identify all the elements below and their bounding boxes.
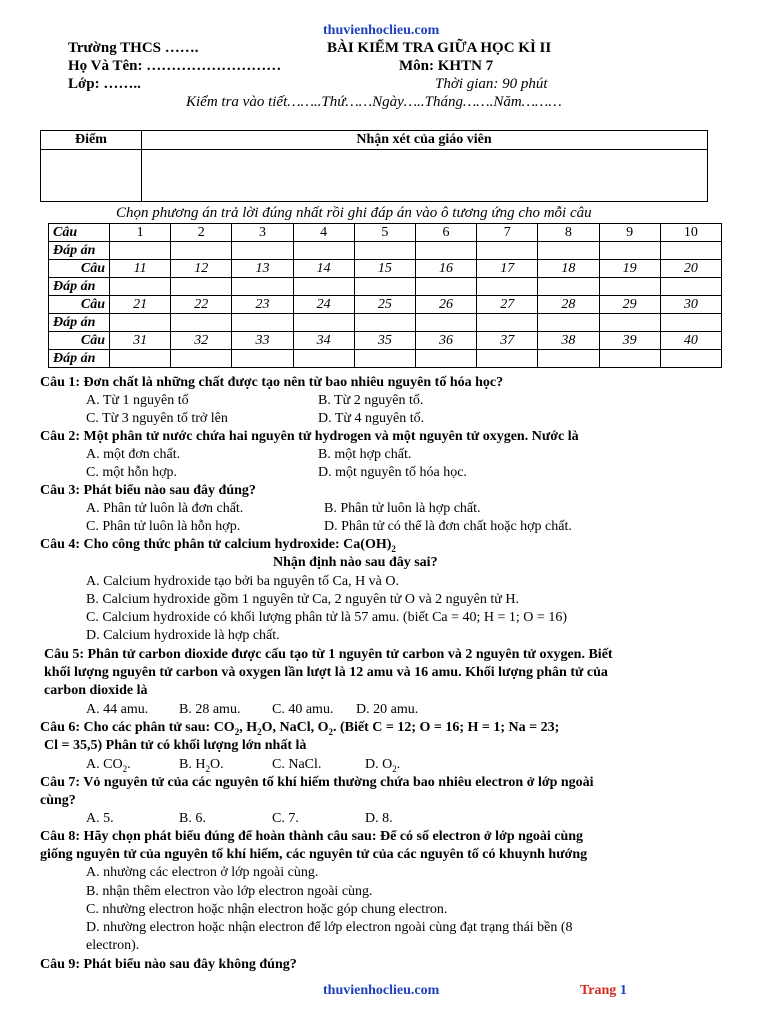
grid-answer-row bbox=[49, 242, 722, 260]
grid-question-label: Câu bbox=[49, 296, 110, 314]
grid-answer-cell[interactable] bbox=[171, 350, 232, 368]
page-indicator bbox=[580, 983, 627, 999]
q4-option-a: A. Calcium hydroxide tạo bởi ba nguyên tố Ca, H và O. bbox=[86, 574, 400, 589]
grid-question-number: 8 bbox=[538, 224, 599, 242]
q6-option-a bbox=[86, 757, 131, 774]
grid-answer-cell[interactable] bbox=[415, 350, 476, 368]
q5-option-a: A. 44 amu. bbox=[86, 702, 149, 717]
grid-answer-cell[interactable] bbox=[538, 314, 599, 332]
grid-question-number: 31 bbox=[110, 332, 171, 350]
q6-d-end: . bbox=[396, 757, 401, 772]
grid-question-row bbox=[49, 260, 722, 278]
q3-option-a: A. Phân tử luôn là đơn chất. bbox=[86, 501, 244, 516]
grid-answer-cell[interactable] bbox=[171, 278, 232, 296]
grid-answer-cell[interactable] bbox=[660, 278, 721, 296]
grid-answer-cell[interactable] bbox=[599, 350, 660, 368]
grid-question-number: 16 bbox=[415, 260, 476, 278]
q6-option-c: C. NaCl. bbox=[272, 757, 322, 772]
grid-question-number: 5 bbox=[354, 224, 415, 242]
grid-answer-cell[interactable] bbox=[477, 314, 538, 332]
grid-answer-cell[interactable] bbox=[293, 278, 354, 296]
grid-question-number: 24 bbox=[293, 296, 354, 314]
q7-option-a: A. 5. bbox=[86, 811, 114, 826]
grid-question-number: 25 bbox=[354, 296, 415, 314]
question-5-line-1: Câu 5: Phân tử carbon dioxide được cấu tạo từ 1 nguyên tử carbon và 2 nguyên tử oxygen. Biết bbox=[44, 647, 613, 662]
grid-answer-cell[interactable] bbox=[110, 278, 171, 296]
q8-option-b: B. nhận thêm electron vào lớp electron ngoài cùng. bbox=[86, 884, 373, 899]
page-label: Trang bbox=[580, 983, 617, 998]
question-4-prompt: Nhận định nào sau đây sai? bbox=[273, 555, 438, 570]
grid-answer-row bbox=[49, 278, 722, 296]
question-1: Câu 1: Đơn chất là những chất được tạo nên từ bao nhiêu nguyên tố hóa học? bbox=[40, 375, 504, 390]
date-line: Kiểm tra vào tiết……..Thứ……Ngày…..Tháng…….Năm……… bbox=[186, 94, 562, 110]
q6-d-sub: 2 bbox=[392, 763, 397, 774]
grid-answer-cell[interactable] bbox=[477, 278, 538, 296]
q2-option-b: B. một hợp chất. bbox=[318, 447, 412, 462]
q8-option-d-line-1: D. nhường electron hoặc nhận electron để lớp electron ngoài cùng đạt trạng thái bền (8 bbox=[86, 920, 573, 935]
grid-question-number: 4 bbox=[293, 224, 354, 242]
grid-answer-cell[interactable] bbox=[599, 314, 660, 332]
grid-answer-cell[interactable] bbox=[110, 242, 171, 260]
grid-answer-cell[interactable] bbox=[477, 242, 538, 260]
q5-option-c: C. 40 amu. bbox=[272, 702, 334, 717]
grid-answer-label: Đáp án bbox=[49, 278, 110, 296]
grid-answer-cell[interactable] bbox=[660, 350, 721, 368]
q1-option-c: C. Từ 3 nguyên tố trở lên bbox=[86, 411, 228, 426]
site-footer-link[interactable]: thuvienhoclieu.com bbox=[323, 983, 440, 998]
question-6-line-2: Cl = 35,5) Phân tử có khối lượng lớn nhất là bbox=[44, 738, 307, 753]
q4-option-d: D. Calcium hydroxide là hợp chất. bbox=[86, 628, 280, 643]
question-4 bbox=[40, 537, 396, 554]
q1-option-b: B. Từ 2 nguyên tố. bbox=[318, 393, 424, 408]
q6-d-text: D. O bbox=[365, 757, 393, 772]
q1-option-d: D. Từ 4 nguyên tố. bbox=[318, 411, 425, 426]
grid-answer-cell[interactable] bbox=[232, 350, 293, 368]
grid-answer-cell[interactable] bbox=[415, 278, 476, 296]
grid-question-number: 33 bbox=[232, 332, 293, 350]
grid-answer-cell[interactable] bbox=[477, 350, 538, 368]
q5-option-b: B. 28 amu. bbox=[179, 702, 241, 717]
grid-question-row bbox=[49, 296, 722, 314]
q7-option-c: C. 7. bbox=[272, 811, 299, 826]
q6-a-end: . bbox=[127, 757, 131, 772]
q3-option-b: B. Phân tử luôn là hợp chất. bbox=[324, 501, 481, 516]
grid-answer-cell[interactable] bbox=[232, 242, 293, 260]
grid-question-number: 28 bbox=[538, 296, 599, 314]
class-field: Lớp: …….. bbox=[68, 76, 141, 92]
time-label: Thời gian: 90 phút bbox=[435, 76, 548, 92]
question-5-line-2: khối lượng nguyên tử carbon và oxygen lần lượt là 12 amu và 16 amu. Khối lượng phân tử của bbox=[44, 665, 608, 680]
grid-question-number: 17 bbox=[477, 260, 538, 278]
q6-option-d bbox=[365, 757, 400, 774]
q6-option-b bbox=[179, 757, 224, 774]
grid-answer-row bbox=[49, 350, 722, 368]
grid-answer-row bbox=[49, 314, 722, 332]
exam-title: BÀI KIỂM TRA GIỮA HỌC KÌ II bbox=[327, 40, 552, 56]
q2-option-d: D. một nguyên tố hóa học. bbox=[318, 465, 467, 480]
grid-answer-cell[interactable] bbox=[232, 314, 293, 332]
grid-answer-cell[interactable] bbox=[538, 242, 599, 260]
grid-answer-cell[interactable] bbox=[538, 278, 599, 296]
q5-option-d: D. 20 amu. bbox=[356, 702, 419, 717]
grid-question-number: 23 bbox=[232, 296, 293, 314]
grid-answer-cell[interactable] bbox=[293, 242, 354, 260]
grid-question-number: 18 bbox=[538, 260, 599, 278]
grid-question-number: 12 bbox=[171, 260, 232, 278]
name-field: Họ Và Tên: ……………………… bbox=[68, 58, 282, 74]
q6-part-2: , H bbox=[239, 720, 258, 735]
grid-answer-cell[interactable] bbox=[171, 314, 232, 332]
grid-question-label: Câu bbox=[49, 224, 110, 242]
grid-answer-cell[interactable] bbox=[599, 278, 660, 296]
q8-option-c: C. nhường electron hoặc nhận electron hoặc góp chung electron. bbox=[86, 902, 448, 917]
score-header: Điểm bbox=[75, 132, 107, 147]
question-8-line-1: Câu 8: Hãy chọn phát biểu đúng để hoàn thành câu sau: Để có số electron ở lớp ngoài cùng bbox=[40, 829, 584, 844]
q3-option-c: C. Phân tử luôn là hỗn hợp. bbox=[86, 519, 241, 534]
grid-answer-cell[interactable] bbox=[660, 242, 721, 260]
grid-answer-cell[interactable] bbox=[599, 242, 660, 260]
grid-question-number: 10 bbox=[660, 224, 721, 242]
school-label: Trường THCS ……. bbox=[68, 40, 199, 56]
page-number: 1 bbox=[619, 983, 627, 998]
grid-question-number: 1 bbox=[110, 224, 171, 242]
grid-question-number: 14 bbox=[293, 260, 354, 278]
teacher-comment-header: Nhận xét của giáo viên bbox=[356, 132, 492, 147]
grid-question-row bbox=[49, 224, 722, 242]
grid-question-number: 35 bbox=[354, 332, 415, 350]
q4-option-c: C. Calcium hydroxide có khối lượng phân tử là 57 amu. (biết Ca = 40; H = 1; O = 16) bbox=[86, 610, 567, 625]
grid-answer-cell[interactable] bbox=[110, 350, 171, 368]
grid-question-row bbox=[49, 332, 722, 350]
grid-question-number: 34 bbox=[293, 332, 354, 350]
grid-question-number: 30 bbox=[660, 296, 721, 314]
grid-question-number: 27 bbox=[477, 296, 538, 314]
grid-question-number: 20 bbox=[660, 260, 721, 278]
grade-box-header-line bbox=[41, 149, 707, 150]
grid-answer-cell[interactable] bbox=[538, 350, 599, 368]
site-header-link[interactable]: thuvienhoclieu.com bbox=[323, 23, 440, 38]
grid-question-number: 11 bbox=[110, 260, 171, 278]
grid-question-number: 37 bbox=[477, 332, 538, 350]
grid-answer-cell[interactable] bbox=[354, 278, 415, 296]
grid-question-number: 36 bbox=[415, 332, 476, 350]
grid-answer-cell[interactable] bbox=[660, 314, 721, 332]
grid-question-number: 3 bbox=[232, 224, 293, 242]
grid-answer-label: Đáp án bbox=[49, 350, 110, 368]
q8-option-d-line-2: electron). bbox=[86, 938, 140, 953]
q6-part-1: Câu 6: Cho các phân tử sau: CO bbox=[40, 720, 235, 735]
grid-answer-cell[interactable] bbox=[232, 278, 293, 296]
q4-subscript: 2 bbox=[391, 543, 396, 554]
subject-label: Môn: KHTN 7 bbox=[399, 58, 494, 74]
question-8-line-2: giống nguyên tử của nguyên tố khí hiếm, các nguyên tử của các nguyên tố có khuynh hướng bbox=[40, 847, 588, 862]
q4-option-b: B. Calcium hydroxide gồm 1 nguyên tử Ca, 2 nguyên tử O và 2 nguyên tử H. bbox=[86, 592, 519, 607]
q8-option-a: A. nhường các electron ở lớp ngoài cùng. bbox=[86, 865, 319, 880]
grid-question-number: 32 bbox=[171, 332, 232, 350]
q6-b-end: O. bbox=[209, 757, 224, 772]
grid-question-number: 2 bbox=[171, 224, 232, 242]
q7-option-b: B. 6. bbox=[179, 811, 206, 826]
answer-grid bbox=[48, 223, 722, 368]
q2-option-a: A. một đơn chất. bbox=[86, 447, 181, 462]
grid-question-number: 21 bbox=[110, 296, 171, 314]
q4-text: Câu 4: Cho công thức phân tử calcium hydroxide: Ca(OH) bbox=[40, 537, 392, 552]
q1-option-a: A. Từ 1 nguyên tố bbox=[86, 393, 189, 408]
grid-question-number: 22 bbox=[171, 296, 232, 314]
grid-question-number: 19 bbox=[599, 260, 660, 278]
grid-question-number: 7 bbox=[477, 224, 538, 242]
q6-b-sub: 2 bbox=[205, 763, 210, 774]
question-9: Câu 9: Phát biểu nào sau đây không đúng? bbox=[40, 957, 297, 972]
grid-question-label: Câu bbox=[49, 332, 110, 350]
grid-question-label: Câu bbox=[49, 260, 110, 278]
grid-answer-cell[interactable] bbox=[110, 314, 171, 332]
question-3: Câu 3: Phát biểu nào sau đây đúng? bbox=[40, 483, 256, 498]
grid-answer-cell[interactable] bbox=[354, 242, 415, 260]
grade-box bbox=[40, 130, 708, 202]
q6-part-4: . (Biết C = 12; O = 16; H = 1; Na = 23; bbox=[332, 720, 560, 735]
grid-question-number: 6 bbox=[415, 224, 476, 242]
grid-answer-cell[interactable] bbox=[293, 350, 354, 368]
q6-part-3: O, NaCl, O bbox=[261, 720, 329, 735]
q6-sub-1: 2 bbox=[234, 726, 240, 737]
grid-answer-cell[interactable] bbox=[415, 242, 476, 260]
q6-b-text: B. H bbox=[179, 757, 206, 772]
grid-answer-cell[interactable] bbox=[354, 314, 415, 332]
grid-question-number: 40 bbox=[660, 332, 721, 350]
grid-answer-cell[interactable] bbox=[354, 350, 415, 368]
question-5-line-3: carbon dioxide là bbox=[44, 683, 148, 698]
question-6-line-1 bbox=[40, 720, 559, 737]
grid-answer-label: Đáp án bbox=[49, 242, 110, 260]
grid-question-number: 26 bbox=[415, 296, 476, 314]
q6-sub-2: 2 bbox=[257, 726, 262, 737]
q6-a-sub: 2 bbox=[122, 763, 128, 774]
q7-option-d: D. 8. bbox=[365, 811, 393, 826]
q6-a-text: A. CO bbox=[86, 757, 123, 772]
grid-answer-cell[interactable] bbox=[293, 314, 354, 332]
grid-question-number: 9 bbox=[599, 224, 660, 242]
grid-question-number: 29 bbox=[599, 296, 660, 314]
q6-sub-3: 2 bbox=[328, 726, 333, 737]
grid-question-number: 13 bbox=[232, 260, 293, 278]
question-7-line-2: cùng? bbox=[40, 793, 76, 808]
q2-option-c: C. một hỗn hợp. bbox=[86, 465, 178, 480]
grid-question-number: 38 bbox=[538, 332, 599, 350]
q3-option-d: D. Phân tử có thể là đơn chất hoặc hợp chất. bbox=[324, 519, 572, 534]
grid-answer-cell[interactable] bbox=[171, 242, 232, 260]
grid-question-number: 15 bbox=[354, 260, 415, 278]
grid-answer-cell[interactable] bbox=[415, 314, 476, 332]
grid-question-number: 39 bbox=[599, 332, 660, 350]
question-7-line-1: Câu 7: Vỏ nguyên tử của các nguyên tố khí hiếm thường chứa bao nhiêu electron ở lớp ngoài bbox=[40, 775, 594, 790]
grid-answer-label: Đáp án bbox=[49, 314, 110, 332]
instruction-text: Chọn phương án trả lời đúng nhất rồi ghi đáp án vào ô tương ứng cho mỗi câu bbox=[116, 205, 592, 221]
question-2: Câu 2: Một phân tử nước chứa hai nguyên tử hydrogen và một nguyên tử oxygen. Nước là bbox=[40, 429, 579, 444]
